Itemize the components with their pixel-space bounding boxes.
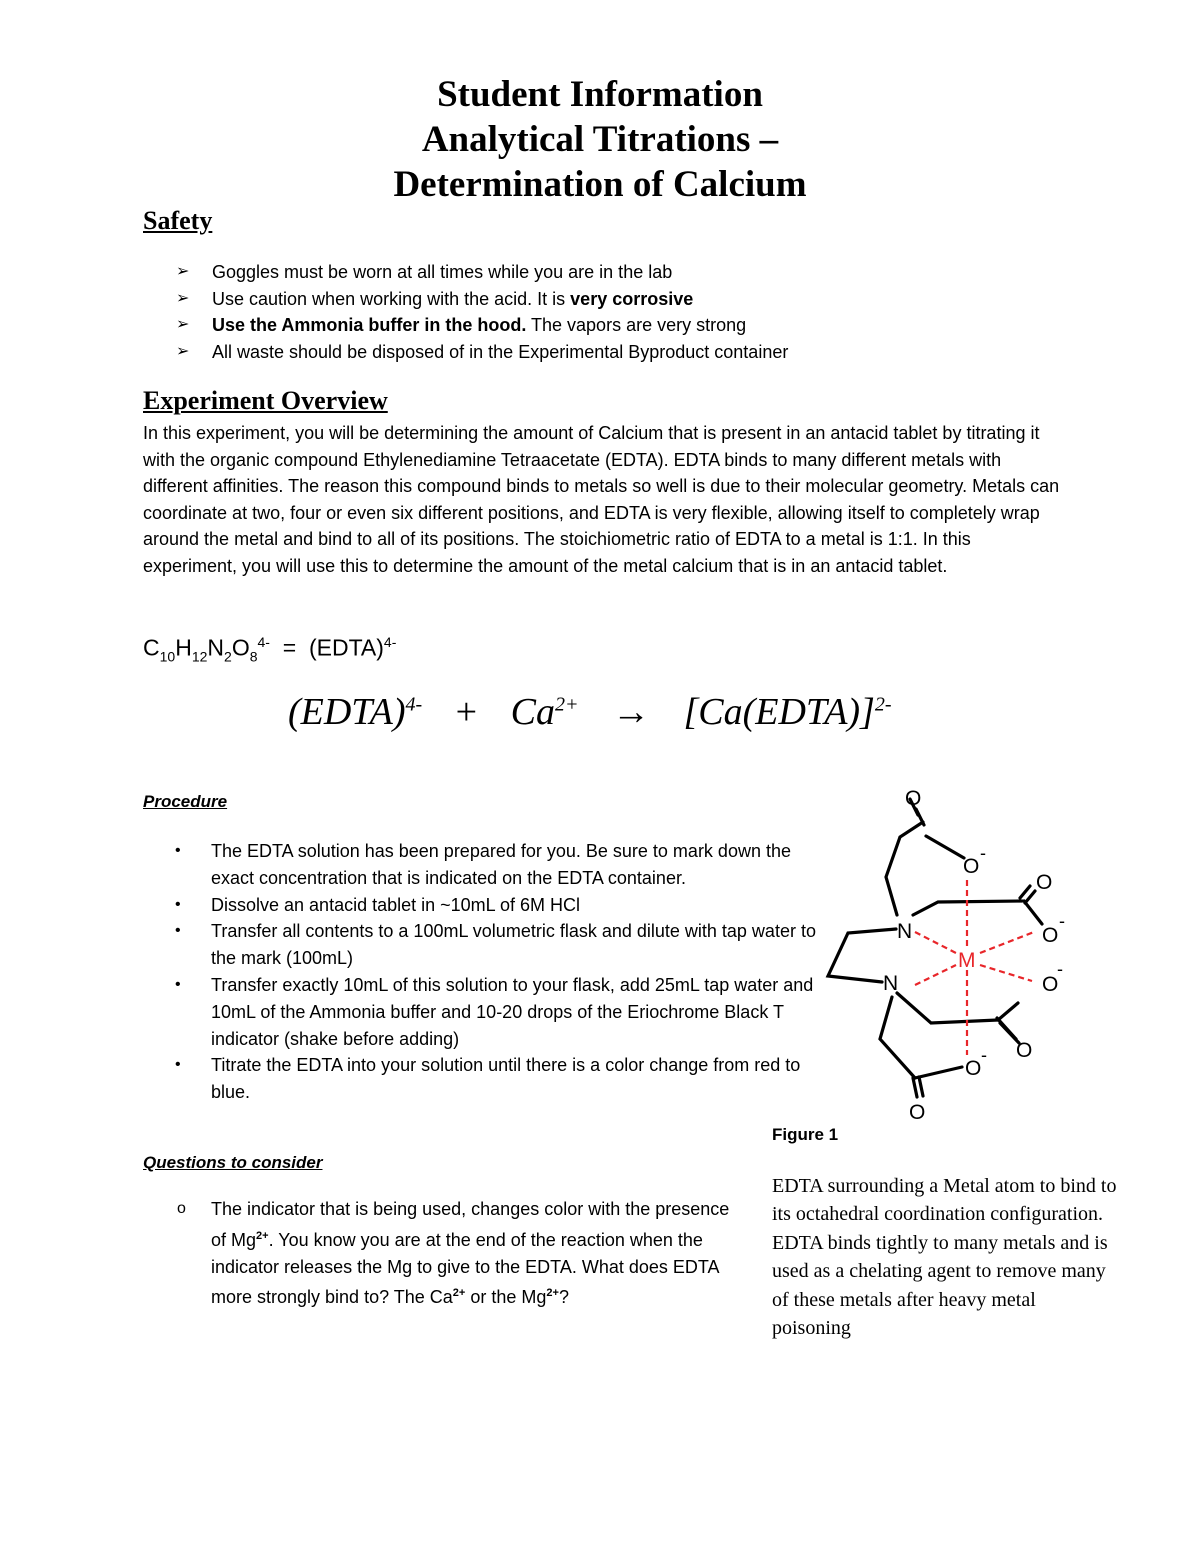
procedure-item bbox=[175, 918, 825, 972]
formula-h: H bbox=[175, 634, 192, 661]
atom-o: O bbox=[1042, 973, 1059, 996]
procedure-item-text: Transfer exactly 10mL of this solution to your flask, add 25mL tap water and 10mL of the Ammonia buffer and 10-20 drops of the Eriochrome Black T indicator (shake before adding) bbox=[211, 974, 814, 1049]
safety-list bbox=[176, 259, 1076, 365]
procedure-item-text: Titrate the EDTA into your solution until there is a color change from red to blue. bbox=[211, 1055, 801, 1103]
safety-item bbox=[176, 339, 1076, 366]
reaction-ca-charge: 2+ bbox=[554, 693, 579, 716]
reaction-product: [Ca(EDTA)] bbox=[683, 691, 875, 733]
reaction-edta-charge: 4- bbox=[405, 693, 423, 716]
atom-n: N bbox=[897, 920, 913, 943]
formula-c-sub: 10 bbox=[159, 648, 176, 665]
overview-paragraph: In this experiment, you will be determining the amount of Calcium that is present in an antacid tablet by titrating it with the organic compound Ethylenediamine Tetraacetate (EDTA). EDTA binds to many different metals with different affinities. The reason this compound binds to metals so well is due to their molecular geometry. Metals can coordinate at two, four or even six different positions, and EDTA is very flexible, allowing itself to completely wrap around the metal and bind to all of its positions. The stoichiometric ratio of EDTA to a metal is 1:1. In this experiment, you will use this to determine the amount of the metal calcium that is in an antacid tablet. bbox=[143, 423, 1060, 576]
reaction-product-charge: 2- bbox=[874, 693, 892, 716]
overview-heading: Experiment Overview bbox=[143, 386, 388, 415]
safety-item bbox=[176, 259, 1076, 286]
safety-item-text: Goggles must be worn at all times while you are in the lab bbox=[212, 262, 673, 282]
atom-n: N bbox=[883, 972, 899, 995]
formula-rhs: (EDTA) bbox=[308, 634, 384, 661]
figure-label: Figure 1 bbox=[772, 1125, 839, 1144]
procedure-item-text: Dissolve an antacid tablet in ~10mL of 6M HCl bbox=[211, 894, 581, 915]
question-text: ? bbox=[558, 1287, 569, 1308]
arrow-bullet-icon: ➢ bbox=[176, 316, 190, 333]
question-charge: 2+ bbox=[452, 1287, 466, 1300]
bullet-icon: • bbox=[175, 895, 181, 913]
formula-h-sub: 12 bbox=[191, 648, 208, 665]
bullet-icon: • bbox=[175, 922, 181, 940]
procedure-item-text: Transfer all contents to a 100mL volumetric flask and dilute with tap water to the mark (100mL) bbox=[211, 921, 816, 969]
question-list bbox=[177, 1196, 737, 1311]
arrow-bullet-icon: ➢ bbox=[176, 342, 190, 360]
figure-caption: EDTA surrounding a Metal atom to bind to its octahedral coordination configuration. EDTA binds tightly to many metals and is used as a chelating agent to remove many of these metals after heavy metal poisoning bbox=[772, 1175, 1117, 1340]
formula-n: N bbox=[207, 634, 225, 661]
procedure-item bbox=[175, 838, 825, 892]
reaction-plus: + bbox=[455, 691, 478, 733]
atom-o: O bbox=[1036, 871, 1053, 894]
question-item bbox=[177, 1196, 737, 1311]
question-text: . You know you are at the end of the reaction when the indicator releases the Mg to give to the EDTA. What does EDTA more strongly bind to? The Ca bbox=[211, 1229, 719, 1308]
reaction-arrow-icon: → bbox=[611, 691, 650, 733]
safety-item bbox=[176, 286, 1076, 313]
document-title bbox=[0, 72, 1200, 207]
safety-item bbox=[176, 312, 1076, 339]
atom-o: O bbox=[905, 787, 922, 810]
procedure-list bbox=[175, 838, 825, 1106]
reaction-ca: Ca bbox=[510, 691, 555, 733]
bullet-icon: • bbox=[175, 1056, 181, 1074]
safety-item-emphasis: Use the Ammonia buffer in the hood. bbox=[212, 315, 527, 335]
question-text: The indicator that is being used, changes color with the presence of Mg bbox=[211, 1199, 730, 1250]
atom-o: O bbox=[1042, 924, 1059, 947]
atom-o: O bbox=[963, 855, 980, 878]
formula-c: C bbox=[143, 634, 160, 661]
title-line-1: Student Information bbox=[437, 74, 763, 115]
atom-o: O bbox=[1016, 1039, 1033, 1062]
edta-formula bbox=[143, 634, 396, 664]
procedure-item bbox=[175, 972, 825, 1052]
formula-o-sub: 8 bbox=[249, 648, 258, 665]
atom-metal: M bbox=[958, 949, 976, 972]
charge-minus: - bbox=[1057, 959, 1063, 979]
arrow-bullet-icon: ➢ bbox=[176, 263, 190, 280]
charge-minus: - bbox=[1059, 911, 1065, 931]
charge-minus: - bbox=[981, 1045, 987, 1065]
procedure-item bbox=[175, 892, 825, 919]
reaction-equation bbox=[288, 690, 892, 734]
formula-o: O bbox=[231, 634, 250, 661]
procedure-item bbox=[175, 1052, 825, 1106]
question-charge: 2+ bbox=[256, 1229, 269, 1242]
edta-metal-complex-structure bbox=[820, 785, 1080, 1130]
question-text: or the Mg bbox=[465, 1287, 547, 1308]
formula-charge: 4- bbox=[257, 634, 270, 650]
question-charge: 2+ bbox=[546, 1287, 559, 1300]
safety-item-emphasis: very corrosive bbox=[570, 288, 694, 309]
arrow-bullet-icon: ➢ bbox=[176, 289, 190, 307]
procedure-heading: Procedure bbox=[143, 792, 228, 811]
safety-item-text: The vapors are very strong bbox=[526, 315, 747, 335]
procedure-item-text: The EDTA solution has been prepared for you. Be sure to mark down the exact concentration that is indicated on the EDTA container. bbox=[211, 841, 791, 888]
bullet-icon: • bbox=[175, 975, 181, 993]
title-line-3: Determination of Calcium bbox=[393, 164, 807, 205]
formula-rhs-charge: 4- bbox=[383, 634, 397, 650]
safety-item-text: All waste should be disposed of in the Experimental Byproduct container bbox=[212, 341, 789, 362]
title-line-2: Analytical Titrations – bbox=[421, 119, 779, 160]
reaction-edta: (EDTA) bbox=[288, 691, 406, 733]
questions-heading: Questions to consider bbox=[143, 1153, 323, 1172]
safety-heading: Safety bbox=[143, 206, 213, 235]
skeletal-bonds bbox=[828, 799, 1042, 1097]
circle-bullet-icon: o bbox=[177, 1200, 186, 1217]
formula-equals: = bbox=[282, 634, 297, 661]
charge-minus: - bbox=[980, 843, 986, 863]
bullet-icon: • bbox=[175, 842, 181, 859]
atom-o: O bbox=[965, 1057, 982, 1080]
atom-o: O bbox=[909, 1101, 926, 1124]
safety-item-text: Use caution when working with the acid. It is bbox=[212, 288, 571, 309]
formula-n-sub: 2 bbox=[224, 648, 232, 665]
